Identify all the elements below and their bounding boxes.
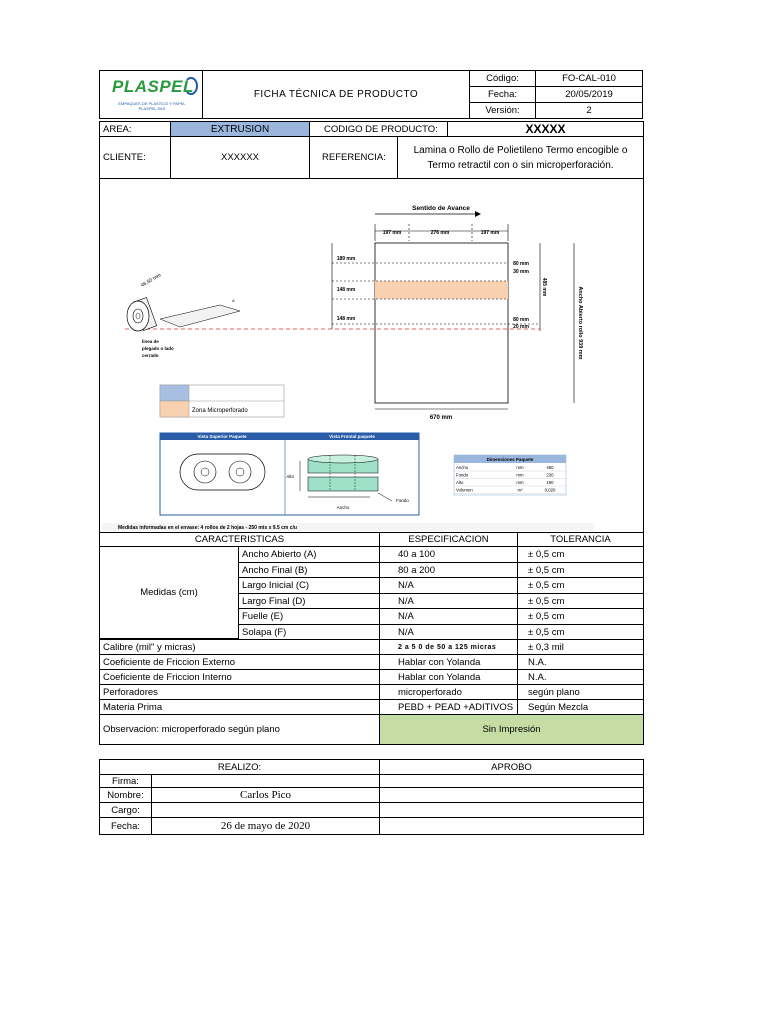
alto-label: Alto (286, 474, 294, 479)
dim-row-unit: mm (516, 480, 524, 485)
microperforado-zone (375, 281, 508, 299)
medida-name: Ancho Final (B) (238, 562, 380, 578)
col-especificacion: ESPECIFICACION (379, 532, 518, 547)
medida-spec: N/A (379, 593, 518, 609)
top-dim-2: 276 mm (430, 230, 450, 236)
medida-tol: ± 0,5 cm (517, 624, 644, 640)
referencia-value (397, 136, 644, 179)
technical-drawing-panel (99, 178, 644, 533)
right-dim-3: 80 mm (513, 317, 529, 323)
legend-swatch-1 (160, 385, 189, 401)
dim-row-value: 0,020 (544, 487, 556, 493)
medidas-label: Medidas (cm) (99, 546, 239, 639)
medida-name: Solapa (F) (238, 624, 380, 640)
version-value: 2 (535, 102, 643, 119)
medida-spec: 80 a 200 (379, 562, 518, 578)
medida-spec: 40 a 100 (379, 546, 518, 563)
firma-label: Firma: (99, 774, 152, 788)
vista-superior-label: Vista Superior Paquete (197, 434, 247, 439)
observacion: Observacion: microperforado según plano (99, 714, 380, 745)
fecha-label: Fecha: (469, 86, 536, 103)
cliente-value: XXXXXX (170, 136, 310, 179)
aprobo-header: APROBO (379, 759, 644, 775)
medida-tol: ± 0,5 cm (517, 577, 644, 594)
dim-row-name: Volumen (456, 487, 473, 493)
top-view-rolls (180, 454, 265, 490)
bottom-dim: 670 mm (429, 415, 453, 421)
logo-swoosh-icon (184, 77, 198, 95)
right-dim-1: 80 mm (513, 261, 529, 267)
fondo-label: Fondo (396, 498, 409, 503)
dim-row-value: 190 (546, 480, 554, 485)
spec-name: Calibre (mil" y micras) (99, 639, 380, 655)
spec-value: Hablar con Yolanda (379, 669, 518, 685)
col-tolerancia: TOLERANCIA (517, 532, 644, 547)
col-caracteristicas: CARACTERISTICAS (99, 532, 380, 547)
medidas-note: Medidas informadas en el envase: 4 rollos de 2 hojas - 250 mts x 9.5 cm c/u (118, 525, 297, 531)
version-label: Versión: (469, 102, 536, 119)
ancho-label: Ancho (336, 505, 350, 510)
dim-row-name: Fondo (456, 472, 469, 478)
codigo-label: Código: (469, 70, 536, 87)
left-dim-2: 148 mm (336, 287, 356, 293)
area-label: AREA: (99, 121, 171, 137)
technical-drawing (100, 179, 645, 534)
dim-row-unit: m³ (517, 487, 523, 493)
realizo-header: REALIZO: (99, 759, 380, 775)
cliente-label: CLIENTE: (99, 136, 171, 179)
dim-row-name: Ancho (456, 465, 469, 470)
spec-name: Coeficiente de Friccion Interno (99, 669, 380, 685)
medida-tol: ± 0,5 cm (517, 593, 644, 609)
dim-row-unit: mm (516, 465, 524, 470)
left-dim-1: 189 mm (336, 256, 356, 262)
impresion-status: Sin Impresión (379, 714, 644, 745)
dim-row-value: 230 (546, 472, 554, 478)
fold-caption-1: linea de (142, 339, 159, 344)
firma-aprobo (379, 774, 644, 788)
spec-name: Materia Prima (99, 699, 380, 715)
spec-value: PEBD + PEAD +ADITIVOS (379, 699, 518, 715)
nombre-realizo: Carlos Pico (151, 787, 380, 803)
fecha-value: 20/05/2019 (535, 86, 643, 103)
spec-value: Hablar con Yolanda (379, 654, 518, 670)
medida-tol: ± 0,5 cm (517, 608, 644, 625)
ancho-abierto-label: Ancho Abierto rollo 939 mm (577, 286, 583, 360)
nombre-aprobo (379, 787, 644, 803)
medida-name: Largo Final (D) (238, 593, 380, 609)
codigo-value: FO-CAL-010 (535, 70, 643, 87)
fold-caption-3: cerrado (142, 353, 159, 358)
spec-value: microperforado (379, 684, 518, 700)
spec-tol: N.A. (517, 654, 644, 670)
dim-row-name: Alto (456, 480, 464, 485)
top-dim-1: 197 mm (382, 230, 402, 236)
medida-spec: N/A (379, 577, 518, 594)
dimensions-table-title: Dimensiones Paquete (486, 457, 534, 462)
sentido-avance-label: Sentido de Avance (412, 205, 470, 212)
referencia-line-2: Termo retractil con o sin microperforación. (427, 159, 614, 171)
roll-diameter-label: 46,50 mm (140, 272, 163, 289)
medida-name: Ancho Abierto (A) (238, 546, 380, 563)
referencia-label: REFERENCIA: (309, 136, 398, 179)
medida-tol: ± 0,5 cm (517, 562, 644, 578)
legend-microperforado-label: Zona Microperforado (192, 408, 248, 414)
medida-name: Fuelle (E) (238, 608, 380, 625)
dim-row-unit: mm (516, 472, 524, 478)
codigo-producto-value: XXXXX (447, 121, 644, 137)
sheet-outline (375, 243, 508, 403)
spec-name: Perforadores (99, 684, 380, 700)
codigo-producto-label: CODIGO DE PRODUCTO: (309, 121, 448, 137)
medida-spec: N/A (379, 624, 518, 640)
roll-illustration (127, 298, 240, 331)
company-logo: PLASPEL (112, 77, 194, 96)
referencia-line-1: Lamina o Rollo de Polietileno Termo encogible o (413, 144, 628, 156)
top-dim-3: 197 mm (480, 230, 500, 236)
spec-name: Coeficiente de Friccion Externo (99, 654, 380, 670)
sentido-arrowhead (475, 211, 481, 217)
fecha-signoff-label: Fecha: (99, 817, 152, 835)
spec-tol: según plano (517, 684, 644, 700)
right-total-dim: 485 mm (541, 277, 547, 297)
fecha-realizo: 26 de mayo de 2020 (151, 817, 380, 835)
medida-tol: ± 0,5 cm (517, 546, 644, 563)
cargo-realizo (151, 802, 380, 818)
area-value: EXTRUSION (170, 121, 310, 137)
right-dim-4: 20 mm (513, 324, 529, 330)
right-dim-2: 30 mm (513, 269, 529, 275)
logo-box (99, 70, 203, 119)
roll-letter: A (232, 298, 235, 303)
fold-caption-2: plegado o lado (142, 346, 174, 351)
medida-spec: N/A (379, 608, 518, 625)
logo-subtitle: EMPAQUES DE PLASTICO Y PAPEL PLASPEL SAS (118, 101, 186, 111)
document-title: FICHA TÉCNICA DE PRODUCTO (202, 70, 470, 119)
cargo-label: Cargo: (99, 802, 152, 818)
legend-swatch-2 (160, 401, 189, 417)
medida-name: Largo Inicial (C) (238, 577, 380, 594)
dim-row-value: 460 (546, 465, 554, 470)
spec-tol: N.A. (517, 669, 644, 685)
nombre-label: Nombre: (99, 787, 152, 803)
spec-tol: Según Mezcla (517, 699, 644, 715)
cargo-aprobo (379, 802, 644, 818)
left-dim-3: 148 mm (336, 316, 356, 322)
spec-tol: ± 0,3 mil (517, 639, 644, 655)
firma-realizo (151, 774, 380, 788)
spec-value: 2 a 5 0 de 50 a 125 micras (379, 639, 518, 655)
fecha-aprobo (379, 817, 644, 835)
vista-frontal-label: Vista Frontal paquete (329, 434, 375, 439)
